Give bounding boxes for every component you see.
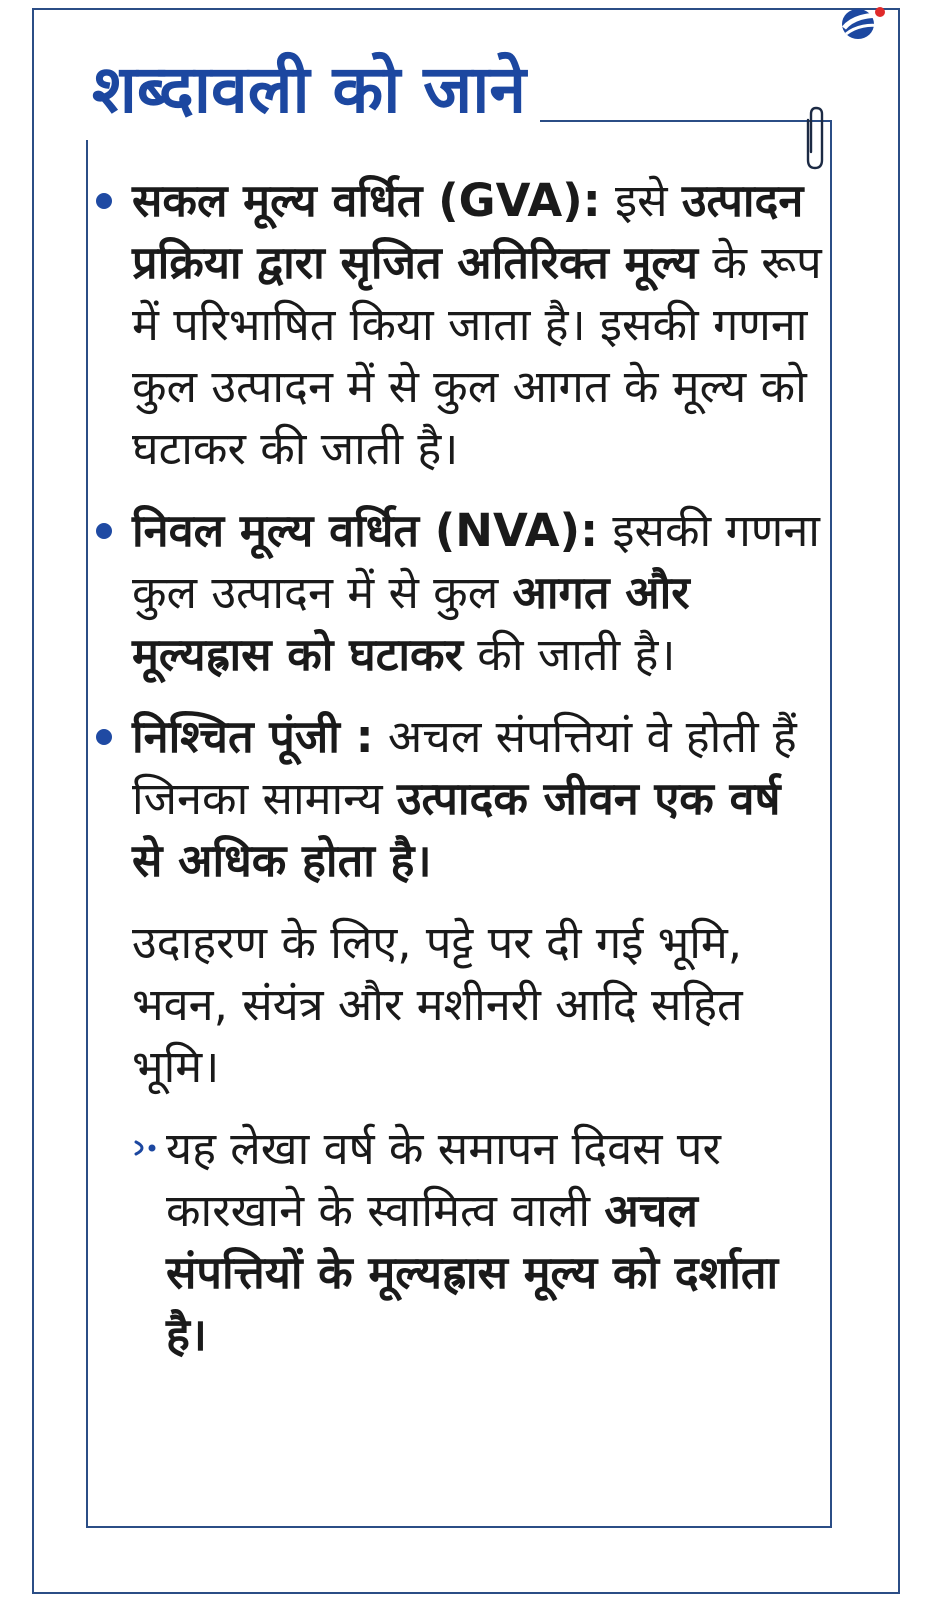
nva-text-2: की जाती है।: [463, 628, 676, 681]
sub-bullet-arrow-icon: [132, 1138, 158, 1158]
page-title: शब्दावली को जाने: [84, 40, 540, 140]
bullet-dot-icon: [96, 523, 112, 539]
glossary-item-fixed-capital: [132, 706, 822, 892]
sub-point: [132, 1118, 822, 1366]
term-fixed-capital: निश्चित पूंजी :: [132, 710, 374, 763]
nva-text-1: इसकी गणना कुल उत्पादन में से कुल: [132, 504, 820, 619]
paperclip-icon: [800, 106, 828, 172]
gva-bold-text: उत्पादन प्रक्रिया द्वारा सृजित अतिरिक्त मूल्य: [132, 174, 804, 289]
nva-bold-text: आगत और मूल्यह्रास को घटाकर: [132, 566, 690, 681]
glossary-content: [132, 170, 822, 1366]
brand-logo-icon: [838, 4, 886, 44]
fixed-capital-bold-text: उत्पादक जीवन एक वर्ष से अधिक होता है।: [132, 772, 781, 887]
gva-text-1: इसे: [600, 174, 682, 227]
example-paragraph: उदाहरण के लिए, पट्टे पर दी गई भूमि, भवन, संयंत्र और मशीनरी आदि सहित भूमि।: [132, 916, 743, 1093]
bullet-dot-icon: [96, 729, 112, 745]
fixed-capital-text-1: अचल संपत्तियां वे होती हैं जिनका सामान्य: [132, 710, 797, 825]
gva-text-2: के रूप में परिभाषित किया जाता है। इसकी गणना कुल उत्पादन में से कुल आगत के मूल्य को घटाकर की जाती है।: [132, 236, 822, 475]
sub-point-text: यह लेखा वर्ष के समापन दिवस पर कारखाने के स्वामित्व वाली: [166, 1122, 721, 1237]
term-nva: निवल मूल्य वर्धित (NVA):: [132, 504, 599, 557]
sub-point-bold-text: अचल संपत्तियों के मूल्यह्रास मूल्य को दर्शाता है।: [166, 1184, 779, 1361]
bullet-dot-icon: [96, 193, 112, 209]
glossary-item-gva: [132, 170, 822, 480]
glossary-item-nva: [132, 500, 822, 686]
term-gva: सकल मूल्य वर्धित (GVA):: [132, 174, 601, 227]
